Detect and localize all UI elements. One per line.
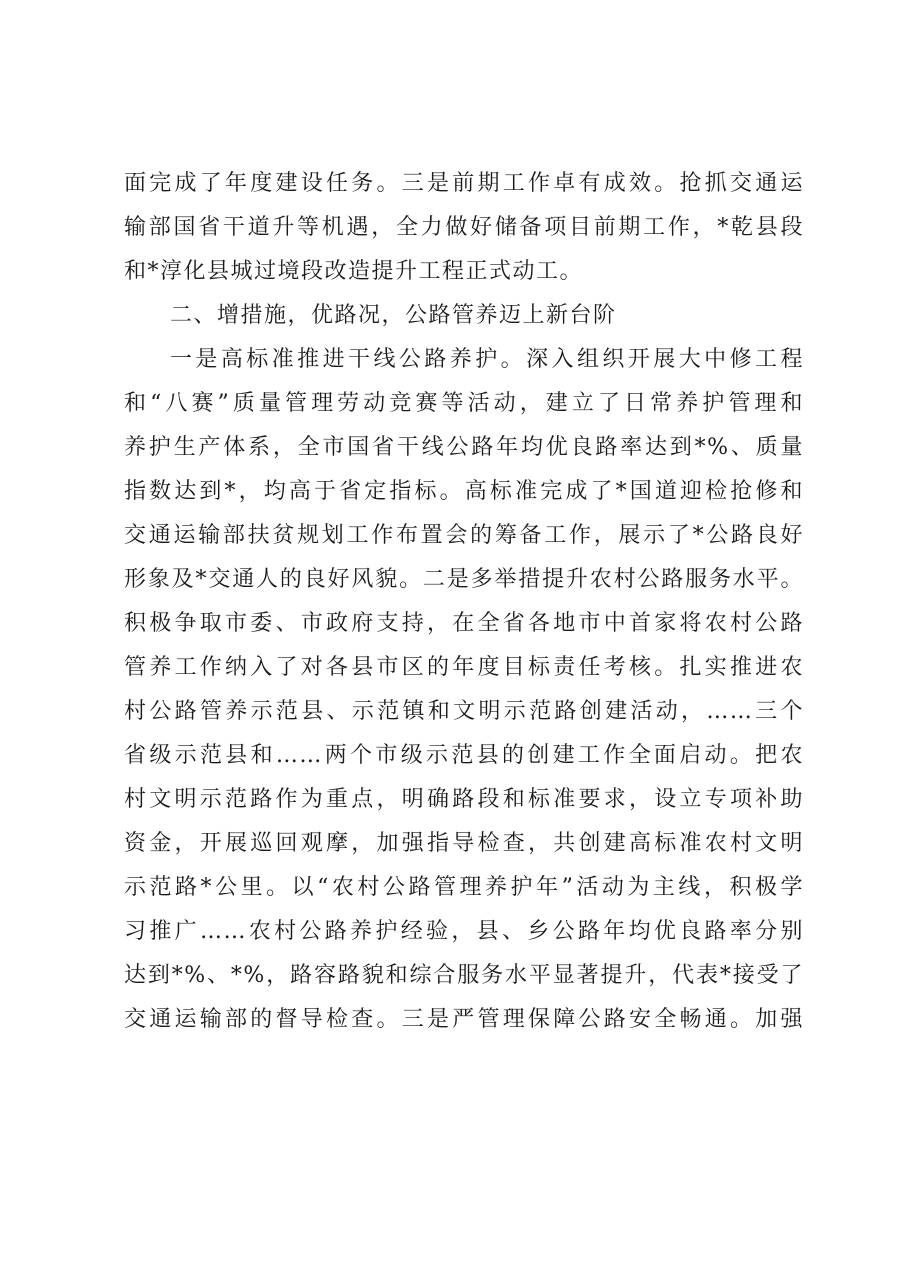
document-body: [124, 162, 804, 1042]
body-line-12: 管养工作纳入了对各县市区的年度目标责任考核。扎实推进农: [124, 655, 804, 680]
body-line-17: 示范路*公里。以“农村公路管理养护年”活动为主线，积极学: [124, 875, 804, 900]
section-heading: 二、增措施，优路况，公路管养迈上新台阶: [170, 303, 617, 328]
body-line-20: 交通运输部的督导检查。三是严管理保障公路安全畅通。加强: [124, 1007, 804, 1032]
body-line-1: 面完成了年度建设任务。三是前期工作卓有成效。抢抓交通运: [124, 171, 804, 196]
body-line-6: 和“八赛”质量管理劳动竞赛等活动，建立了日常养护管理和: [124, 391, 804, 416]
body-line-8: 指数达到*，均高于省定指标。高标准完成了*国道迎检抢修和: [124, 479, 804, 504]
body-line-18: 习推广……农村公路养护经验，县、乡公路年均优良路率分别: [124, 919, 804, 944]
body-line-19: 达到*%、*%，路容路貌和综合服务水平显著提升，代表*接受了: [124, 963, 804, 988]
body-line-11: 积极争取市委、市政府支持，在全省各地市中首家将农村公路: [124, 611, 804, 636]
body-line-15: 村文明示范路作为重点，明确路段和标准要求，设立专项补助: [124, 787, 804, 812]
body-line-13: 村公路管养示范县、示范镇和文明示范路创建活动，……三个: [124, 699, 804, 724]
body-line-16: 资金，开展巡回观摩，加强指导检查，共创建高标准农村文明: [124, 831, 804, 856]
body-line-14: 省级示范县和……两个市级示范县的创建工作全面启动。把农: [124, 743, 804, 768]
body-line-5: 一是高标准推进干线公路养护。深入组织开展大中修工程: [170, 347, 804, 372]
body-line-7: 养护生产体系，全市国省干线公路年均优良路率达到*%、质量: [124, 435, 804, 460]
body-line-9: 交通运输部扶贫规划工作布置会的筹备工作，展示了*公路良好: [124, 523, 804, 548]
body-line-10: 形象及*交通人的良好风貌。二是多举措提升农村公路服务水平。: [124, 567, 804, 592]
body-line-2: 输部国省干道升等机遇，全力做好储备项目前期工作，*乾县段: [124, 215, 804, 240]
body-line-3: 和*淳化县城过境段改造提升工程正式动工。: [124, 259, 584, 284]
